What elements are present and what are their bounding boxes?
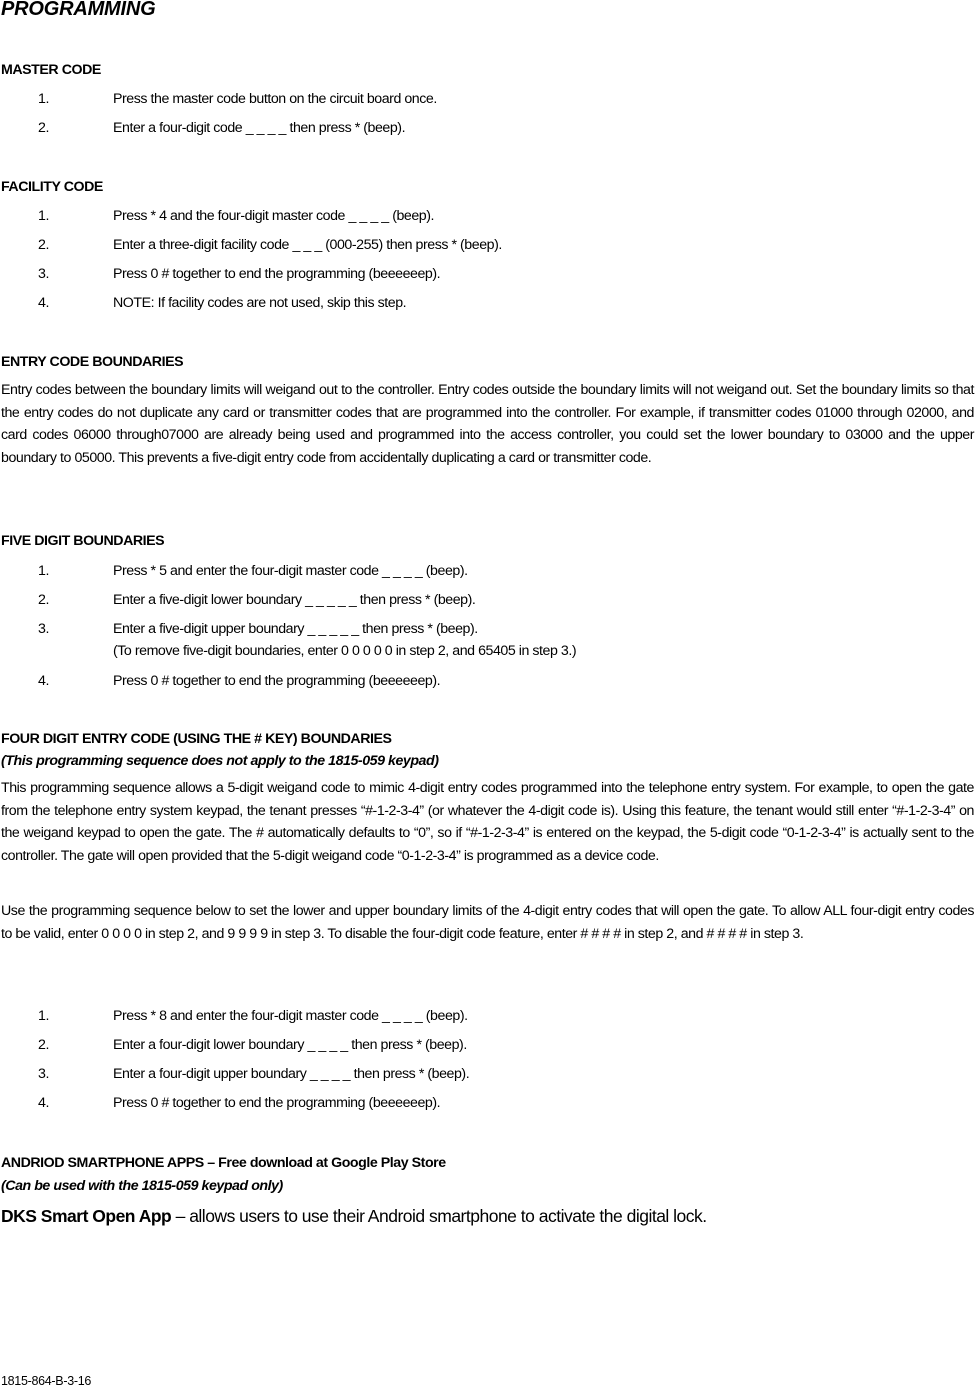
step-number: 2. xyxy=(38,1037,49,1053)
step-number: 2. xyxy=(38,592,49,608)
entry-code-boundaries-heading: ENTRY CODE BOUNDARIES xyxy=(1,354,184,370)
step-text: Enter a four-digit lower boundary _ _ _ _ then press * (beep). xyxy=(113,1037,467,1053)
step-number: 1. xyxy=(38,1008,49,1024)
step-text: Press * 8 and enter the four-digit master code _ _ _ _ (beep). xyxy=(113,1008,468,1024)
app-description-line xyxy=(1,1206,707,1227)
step-number: 4. xyxy=(38,295,49,311)
app-description: – allows users to use their Android smartphone to activate the digital lock. xyxy=(171,1206,707,1226)
step-text: Press 0 # together to end the programming (beeeeeep). xyxy=(113,673,441,689)
step-text: Press 0 # together to end the programming (beeeeeep). xyxy=(113,266,441,282)
step-text: Press * 5 and enter the four-digit master code _ _ _ _ (beep). xyxy=(113,563,468,579)
step-text: Press the master code button on the circuit board once. xyxy=(113,91,437,107)
four-digit-entry-paragraph-2: Use the programming sequence below to set the lower and upper boundary limits of the 4-digit entry codes that will open the gate. To allow ALL four-digit entry codes to be valid, enter 0 0 0 0 in step 2, and 9 9 9 9 in step 3. To disable the four-digit code feature, enter # # # # in step 2, and # # # # in step 3. xyxy=(1,903,974,942)
step-text: Enter a four-digit upper boundary _ _ _ _ then press * (beep). xyxy=(113,1066,470,1082)
step-text: Press 0 # together to end the programming (beeeeeep). xyxy=(113,1095,441,1111)
step-number: 1. xyxy=(38,563,49,579)
step-text: Enter a three-digit facility code _ _ _ (000-255) then press * (beep). xyxy=(113,237,502,253)
step-number: 3. xyxy=(38,621,49,637)
step-number: 2. xyxy=(38,237,49,253)
app-name: DKS Smart Open App xyxy=(1,1206,172,1226)
step-text: Enter a four-digit code _ _ _ _ then press * (beep). xyxy=(113,120,406,136)
document-number: 1815-864-B-3-16 xyxy=(1,1374,92,1388)
facility-code-heading: FACILITY CODE xyxy=(1,179,103,195)
step-number: 4. xyxy=(38,673,49,689)
master-code-heading: MASTER CODE xyxy=(1,62,101,78)
four-digit-entry-heading: FOUR DIGIT ENTRY CODE (USING THE # KEY) BOUNDARIES xyxy=(1,731,392,747)
android-apps-subheading: (Can be used with the 1815-059 keypad only) xyxy=(1,1178,283,1194)
android-apps-heading: ANDRIOD SMARTPHONE APPS – Free download at Google Play Store xyxy=(1,1155,446,1171)
step-number: 4. xyxy=(38,1095,49,1111)
entry-code-boundaries-paragraph: Entry codes between the boundary limits will weigand out to the controller. Entry codes outside the boundary limits will not weigand out. Set the boundary limits so that the entry codes do not duplicate any card or transmitter codes that are programmed into the controller. For example, if transmitter codes 01000 through 02000, and card codes 06000 through07000 are already being used and programmed into the access controller, you could set the lower boundary to 03000 and the upper boundary to 05000. This prevents a five-digit entry code from accidentally duplicating a card or transmitter code. xyxy=(1,382,974,467)
five-digit-boundaries-heading: FIVE DIGIT BOUNDARIES xyxy=(1,533,165,549)
step-number: 2. xyxy=(38,120,49,136)
four-digit-entry-subheading: (This programming sequence does not apply to the 1815-059 keypad) xyxy=(1,753,439,769)
step-text: Enter a five-digit lower boundary _ _ _ _ _ then press * (beep). xyxy=(113,592,476,608)
step-number: 1. xyxy=(38,208,49,224)
step-text: Enter a five-digit upper boundary _ _ _ _ _ then press * (beep). xyxy=(113,621,478,637)
step-number: 3. xyxy=(38,1066,49,1082)
step-number: 3. xyxy=(38,266,49,282)
step-text: NOTE: If facility codes are not used, skip this step. xyxy=(113,295,407,311)
page-title: PROGRAMMING xyxy=(1,0,156,20)
four-digit-entry-paragraph-1: This programming sequence allows a 5-digit weigand code to mimic 4-digit entry codes programmed into the telephone entry system. For example, to open the gate from the telephone entry system keypad, the tenant presses “#-1-2-3-4” (or whatever the 4-digit code is). Using this feature, the tenant would still enter “#-1-2-3-4” on the weigand keypad to open the gate. The # automatically defaults to “0”, so if “#-1-2-3-4” is entered on the keypad, the 5-digit code “0-1-2-3-4” is actually sent to the controller. The gate will open provided that the 5-digit weigand code “0-1-2-3-4” is programmed as a device code. xyxy=(1,780,974,865)
step-number: 1. xyxy=(38,91,49,107)
step-text: Press * 4 and the four-digit master code _ _ _ _ (beep). xyxy=(113,208,435,224)
step-note: (To remove five-digit boundaries, enter 0 0 0 0 0 in step 2, and 65405 in step 3.) xyxy=(113,643,577,659)
